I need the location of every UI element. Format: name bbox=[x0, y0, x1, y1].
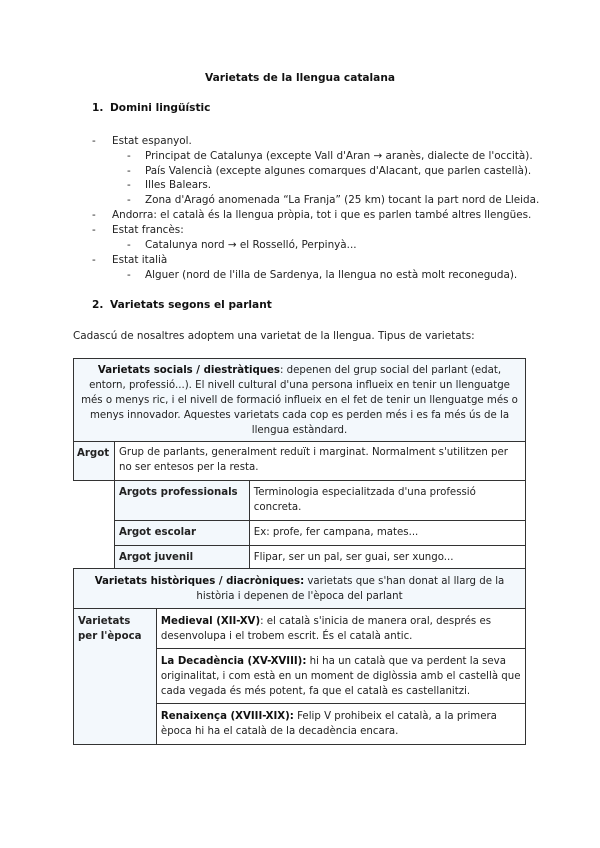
header-text: : depenen del grup social del parlant (edat, entorn, professió...). El nivell cultural d'una persona influeix en tenir un llenguatge més o menys ric, i el nivell de formació influeix en el fet de tenir un llenguatge més o menys innovador. Aquestes varietats cada cop es perden més i es fa més ús de la llengua estàndard. bbox=[81, 365, 518, 436]
list-item-text: Estat espanyol. bbox=[112, 135, 192, 147]
period-row bbox=[156, 704, 525, 745]
bullet-dash: - bbox=[92, 224, 96, 236]
list-item-text: Andorra: el català és la llengua pròpia, tot i que es parlen també altres llengües. bbox=[112, 209, 532, 221]
table-row-value: Ex: profe, fer campana, mates... bbox=[249, 521, 525, 546]
argot-label-cell: Argot bbox=[74, 442, 115, 481]
bullet-dash: - bbox=[127, 194, 131, 206]
list-item-text: País Valencià (excepte algunes comarques d'Alacant, que parlen castellà). bbox=[145, 165, 532, 177]
period-description: : el català s'inicia de manera oral, després es desenvolupa i el trobem escrit. És el català antic. bbox=[160, 616, 492, 642]
section-number: 2. bbox=[92, 299, 104, 311]
list-item-text: Estat francès: bbox=[112, 224, 184, 236]
bullet-dash: - bbox=[92, 254, 96, 266]
social-varieties-table bbox=[73, 358, 526, 571]
list-item-text: Principat de Catalunya (excepte Vall d'Aran → aranès, dialecte de l'occità). bbox=[145, 150, 533, 162]
list-item-text: Illes Balears. bbox=[145, 179, 212, 191]
bullet-dash: - bbox=[127, 165, 131, 177]
section-heading-text: Domini lingüístic bbox=[110, 102, 211, 114]
list-item-text: Estat italià bbox=[112, 254, 168, 266]
bullet-dash: - bbox=[92, 135, 96, 147]
period-name: Renaixença (XVIII-XIX): bbox=[160, 711, 294, 722]
argot-description-cell: Grup de parlants, generalment reduït i marginat. Normalment s'utilitzen per no ser entesos per la resta. bbox=[114, 442, 525, 481]
table-row-label: Argots professionals bbox=[114, 481, 249, 521]
period-name: Medieval (XII-XV) bbox=[160, 616, 261, 627]
bullet-dash: - bbox=[92, 209, 96, 221]
header-text: varietats que s'han donat al llarg de la història i depenen de l'època del parlant bbox=[196, 576, 505, 602]
header-bold-text: Varietats històriques / diacròniques: bbox=[94, 576, 305, 587]
historic-varieties-table bbox=[73, 568, 526, 745]
bullet-dash: - bbox=[127, 239, 131, 251]
table-header-cell bbox=[74, 569, 526, 609]
list-item-text: Catalunya nord → el Rosselló, Perpinyà... bbox=[145, 239, 357, 251]
section-heading-1 bbox=[92, 102, 210, 114]
list-item-text: Zona d'Aragó anomenada “La Franja” (25 km) tocant la part nord de Lleida. bbox=[145, 194, 540, 206]
period-row bbox=[156, 609, 525, 649]
period-row bbox=[156, 649, 525, 704]
intro-paragraph: Cadascú de nosaltres adoptem una varietat de la llengua. Tipus de varietats: bbox=[73, 330, 475, 342]
empty-cell bbox=[74, 521, 115, 546]
table-row-value: Flipar, ser un pal, ser guai, ser xungo... bbox=[249, 546, 525, 571]
table-row-label: Argot juvenil bbox=[114, 546, 249, 571]
empty-cell bbox=[74, 546, 115, 571]
empty-cell bbox=[74, 481, 115, 521]
section-heading-2 bbox=[92, 299, 272, 311]
section-number: 1. bbox=[92, 102, 104, 114]
header-bold-text: Varietats socials / diestràtiques bbox=[97, 365, 280, 376]
section-heading-text: Varietats segons el parlant bbox=[110, 299, 272, 311]
bullet-dash: - bbox=[127, 269, 131, 281]
bullet-dash: - bbox=[127, 150, 131, 162]
period-description: Felip V prohibeix el català, a la primera època hi ha el català de la decadència encara. bbox=[160, 711, 497, 737]
table-header-cell bbox=[74, 359, 526, 442]
bullet-dash: - bbox=[127, 179, 131, 191]
document-title: Varietats de la llengua catalana bbox=[204, 72, 396, 84]
list-item-text: Alguer (nord de l'illa de Sardenya, la llengua no està molt reconeguda). bbox=[145, 269, 518, 281]
table-row-label: Argot escolar bbox=[114, 521, 249, 546]
table-row-value: Terminologia especialitzada d'una professió concreta. bbox=[249, 481, 525, 521]
period-description: hi ha un català que va perdent la seva originalitat, i com està en un moment de diglòssia amb el castellà que cada vegada és més potent, fa que el català es castellanitzi. bbox=[160, 656, 521, 697]
period-label-cell: Varietats per l'època bbox=[74, 609, 157, 745]
period-name: La Decadència (XV-XVIII): bbox=[160, 656, 307, 667]
